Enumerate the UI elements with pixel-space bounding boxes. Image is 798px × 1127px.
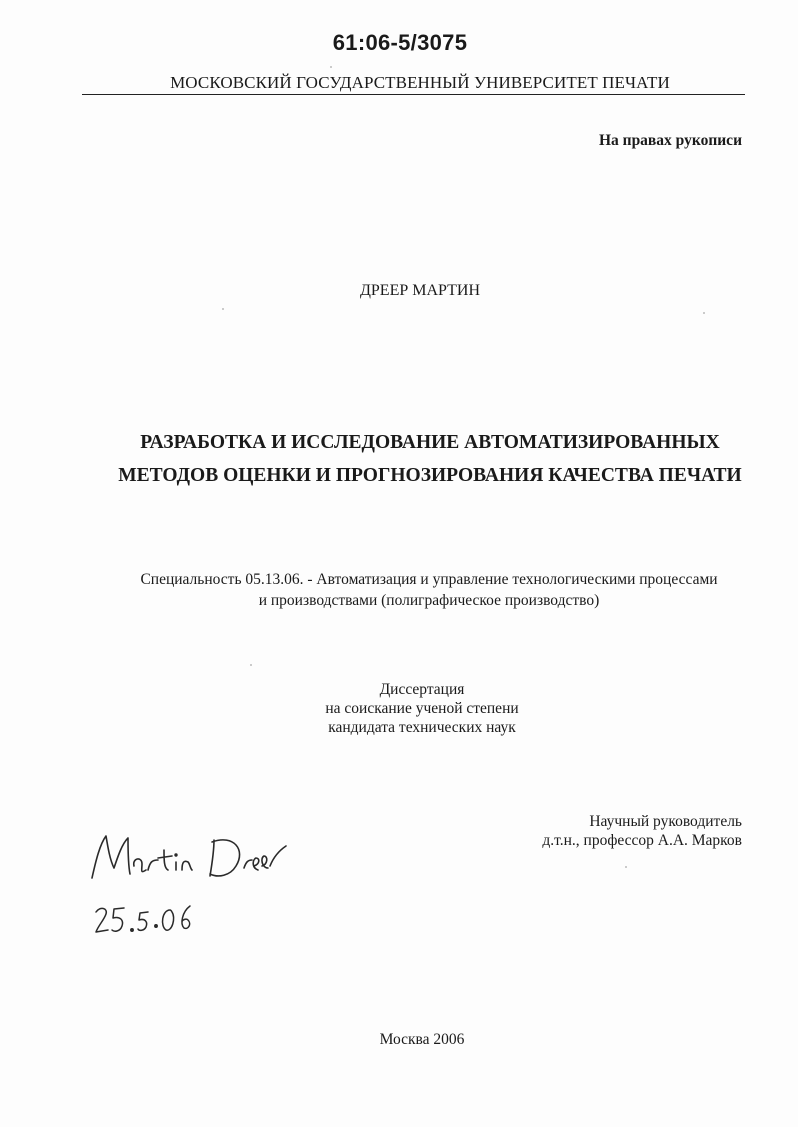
catalog-number: 61:06-5/3075 (332, 30, 468, 55)
university-name: МОСКОВСКИЙ ГОСУДАРСТВЕННЫЙ УНИВЕРСИТЕТ ПЕЧАТИ (170, 73, 670, 92)
scan-speck (703, 312, 705, 314)
handwritten-signature (84, 820, 294, 890)
handwritten-date (92, 900, 202, 940)
author-name: ДРЕЕР МАРТИН (359, 282, 480, 299)
title-line-2: МЕТОДОВ ОЦЕНКИ И ПРОГНОЗИРОВАНИЯ КАЧЕСТВА ПЕЧАТИ (118, 465, 742, 486)
degree-line-3: кандидата технических наук (328, 719, 516, 736)
city-year: Москва 2006 (379, 1031, 465, 1048)
dissertation-title (60, 426, 798, 492)
advisor-line-1: Научный руководитель (589, 813, 742, 830)
specialty-line-2: и производствами (полиграфическое производство) (258, 592, 600, 609)
degree-statement (220, 680, 624, 737)
advisor-line-2: д.т.н., профессор А.А. Марков (542, 832, 742, 849)
scan-speck (625, 866, 627, 868)
title-line-1: РАЗРАБОТКА И ИССЛЕДОВАНИЕ АВТОМАТИЗИРОВАННЫХ (140, 432, 720, 453)
rights-note: На правах рукописи (598, 132, 742, 149)
degree-line-1: Диссертация (379, 681, 465, 698)
specialty-line-1: Специальность 05.13.06. - Автоматизация и управление технологическими процессами (140, 571, 718, 588)
header-rule (82, 94, 745, 95)
specialty (60, 569, 798, 611)
scan-speck (222, 308, 224, 310)
scan-speck (250, 664, 252, 666)
scientific-advisor (480, 812, 742, 850)
scan-speck (330, 66, 332, 68)
degree-line-2: на соискание ученой степени (325, 700, 519, 717)
